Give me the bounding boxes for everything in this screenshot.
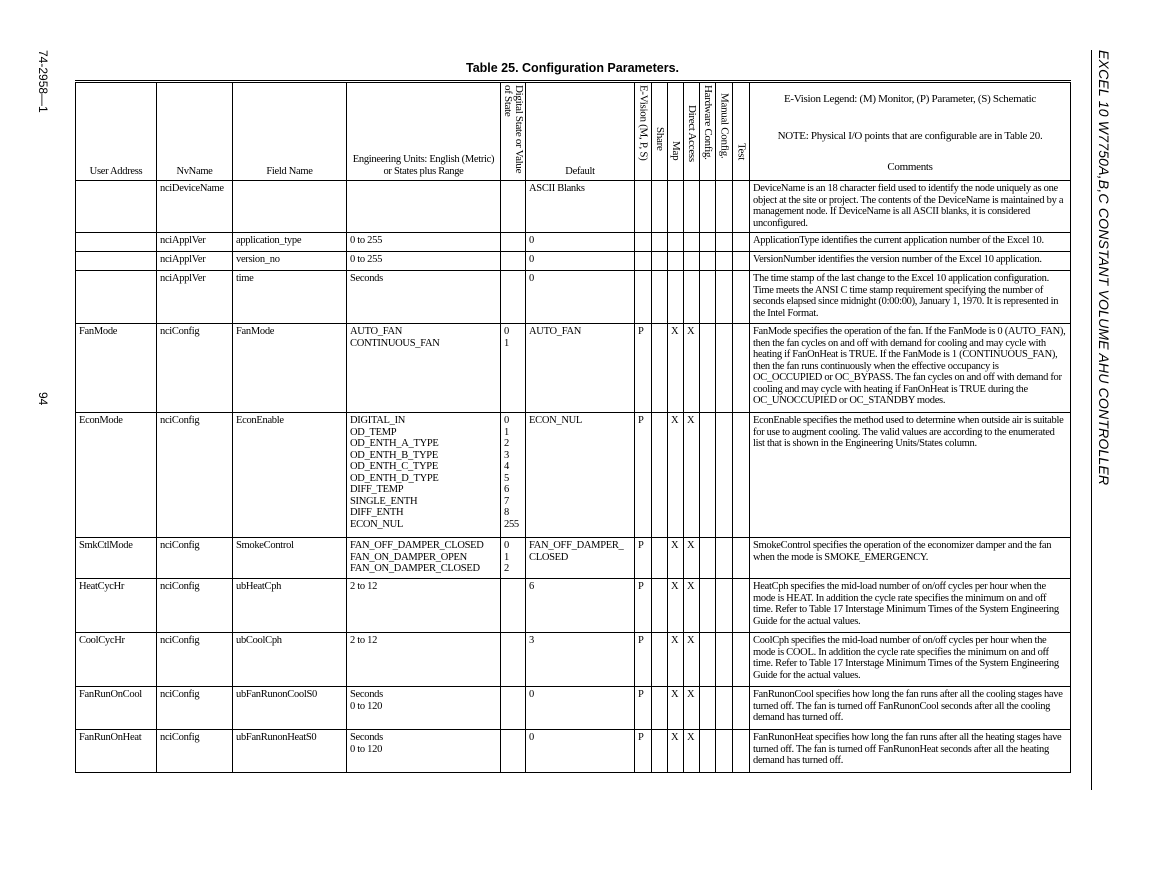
cell-share xyxy=(652,233,668,252)
cell-manual-config xyxy=(716,252,733,271)
cell-test xyxy=(733,324,750,413)
header-comments xyxy=(750,82,1071,181)
cell-eng-units: FAN_OFF_DAMPER_CLOSED FAN_ON_DAMPER_OPEN FAN_ON_DAMPER_CLOSED xyxy=(347,538,501,579)
cell-direct-access: X xyxy=(684,687,700,730)
header-field-name: Field Name xyxy=(233,82,347,181)
cell-share xyxy=(652,579,668,633)
cell-manual-config xyxy=(716,413,733,538)
cell-comments: EconEnable specifies the method used to determine when outside air is suitable for use to augment cooling. The valid values are according to the enumerated list that is shown in the Engineering Units/States column. xyxy=(750,413,1071,538)
cell-comments: HeatCph specifies the mid-load number of on/off cycles per hour when the mode is HEAT. In addition the cycle rate specifies the minimum on and off time. Refer to Table 17 Interstage Minimum Times of the System Engineering Guide for the actual values. xyxy=(750,579,1071,633)
cell-hardware-config xyxy=(700,687,716,730)
cell-map xyxy=(668,252,684,271)
cell-direct-access: X xyxy=(684,538,700,579)
cell-evision: P xyxy=(635,730,652,773)
cell-hardware-config xyxy=(700,324,716,413)
page-number: 94 xyxy=(36,392,50,406)
evision-legend: E-Vision Legend: (M) Monitor, (P) Parameter, (S) Schematic xyxy=(783,93,1037,105)
cell-manual-config xyxy=(716,687,733,730)
cell-nv-name: nciConfig xyxy=(157,633,233,687)
cell-field-name: ubCoolCph xyxy=(233,633,347,687)
left-margin xyxy=(36,50,54,410)
cell-nv-name: nciApplVer xyxy=(157,252,233,271)
cell-field-name: ubHeatCph xyxy=(233,579,347,633)
cell-user-address: CoolCycHr xyxy=(76,633,157,687)
cell-share xyxy=(652,271,668,324)
cell-comments: DeviceName is an 18 character field used to identify the node uniquely as one object at the site or project. The contents of the DeviceName is maintained by a management node. If DeviceName is all ASCII blanks, it is considered unconfigured. xyxy=(750,181,1071,233)
cell-direct-access: X xyxy=(684,324,700,413)
cell-manual-config xyxy=(716,233,733,252)
cell-comments: FanRunonCool specifies how long the fan runs after all the cooling stages have turned off. The fan is turned off FanRunonCool seconds after all the cooling demand has turned off. xyxy=(750,687,1071,730)
cell-comments: ApplicationType identifies the current application number of the Excel 10. xyxy=(750,233,1071,252)
cell-hardware-config xyxy=(700,413,716,538)
cell-eng-units: 0 to 255 xyxy=(347,252,501,271)
cell-hardware-config xyxy=(700,252,716,271)
cell-eng-units: Seconds 0 to 120 xyxy=(347,687,501,730)
table-row xyxy=(76,730,1071,773)
cell-hardware-config xyxy=(700,271,716,324)
cell-field-name: time xyxy=(233,271,347,324)
cell-hardware-config xyxy=(700,633,716,687)
table-row xyxy=(76,633,1071,687)
cell-comments: CoolCph specifies the mid-load number of on/off cycles per hour when the mode is COOL. In addition the cycle rate specifies the minimum on and off time. Refer to Table 17 Interstage Minimum Times of the System Engineering Guide for the actual values. xyxy=(750,633,1071,687)
physical-io-note: NOTE: Physical I/O points that are configurable are in Table 20. xyxy=(777,130,1043,142)
cell-eng-units: 0 to 255 xyxy=(347,233,501,252)
cell-share xyxy=(652,730,668,773)
cell-digital-state xyxy=(501,579,526,633)
cell-test xyxy=(733,730,750,773)
header-digital-state: Digital State or Value of State xyxy=(501,82,526,181)
cell-evision: P xyxy=(635,413,652,538)
cell-hardware-config xyxy=(700,579,716,633)
cell-default: ECON_NUL xyxy=(526,413,635,538)
cell-default: 3 xyxy=(526,633,635,687)
cell-manual-config xyxy=(716,324,733,413)
cell-hardware-config xyxy=(700,538,716,579)
cell-test xyxy=(733,413,750,538)
cell-evision xyxy=(635,181,652,233)
cell-comments: The time stamp of the last change to the Excel 10 application configuration. Time meets the ANSI C time stamp requirement specifying the number of seconds elapsed since midnight (0:00:00), January 1, 1970. It is represented in the Intel Format. xyxy=(750,271,1071,324)
cell-comments: VersionNumber identifies the version number of the Excel 10 application. xyxy=(750,252,1071,271)
cell-test xyxy=(733,271,750,324)
cell-user-address: FanMode xyxy=(76,324,157,413)
cell-map: X xyxy=(668,579,684,633)
cell-map: X xyxy=(668,413,684,538)
cell-nv-name: nciApplVer xyxy=(157,233,233,252)
cell-evision xyxy=(635,252,652,271)
cell-evision: P xyxy=(635,633,652,687)
cell-test xyxy=(733,538,750,579)
cell-user-address xyxy=(76,181,157,233)
table-row xyxy=(76,271,1071,324)
cell-evision xyxy=(635,233,652,252)
cell-share xyxy=(652,181,668,233)
configuration-parameters-table xyxy=(75,80,1071,773)
cell-map: X xyxy=(668,633,684,687)
cell-user-address: EconMode xyxy=(76,413,157,538)
cell-default: 0 xyxy=(526,271,635,324)
cell-digital-state xyxy=(501,633,526,687)
cell-manual-config xyxy=(716,633,733,687)
header-share: Share xyxy=(652,82,668,181)
cell-field-name xyxy=(233,181,347,233)
cell-eng-units: 2 to 12 xyxy=(347,633,501,687)
cell-share xyxy=(652,633,668,687)
cell-user-address xyxy=(76,271,157,324)
cell-digital-state: 0 1 2 3 4 5 6 7 8 255 xyxy=(501,413,526,538)
cell-user-address: HeatCycHr xyxy=(76,579,157,633)
cell-nv-name: nciConfig xyxy=(157,579,233,633)
cell-user-address xyxy=(76,233,157,252)
cell-field-name: application_type xyxy=(233,233,347,252)
cell-test xyxy=(733,687,750,730)
cell-direct-access: X xyxy=(684,633,700,687)
cell-share xyxy=(652,252,668,271)
table-row xyxy=(76,233,1071,252)
cell-eng-units xyxy=(347,181,501,233)
header-nv-name: NvName xyxy=(157,82,233,181)
cell-eng-units: AUTO_FAN CONTINUOUS_FAN xyxy=(347,324,501,413)
cell-nv-name: nciDeviceName xyxy=(157,181,233,233)
cell-default: 0 xyxy=(526,233,635,252)
cell-evision: P xyxy=(635,538,652,579)
cell-nv-name: nciConfig xyxy=(157,413,233,538)
cell-field-name: version_no xyxy=(233,252,347,271)
running-title: EXCEL 10 W7750A,B,C CONSTANT VOLUME AHU CONTROLLER xyxy=(1096,50,1112,486)
cell-map: X xyxy=(668,687,684,730)
cell-map: X xyxy=(668,324,684,413)
cell-default: FAN_OFF_DAMPER_ CLOSED xyxy=(526,538,635,579)
cell-direct-access xyxy=(684,233,700,252)
cell-manual-config xyxy=(716,730,733,773)
cell-test xyxy=(733,181,750,233)
header-user-address: User Address xyxy=(76,82,157,181)
cell-direct-access: X xyxy=(684,413,700,538)
table-row xyxy=(76,579,1071,633)
cell-test xyxy=(733,252,750,271)
cell-digital-state xyxy=(501,271,526,324)
cell-direct-access xyxy=(684,271,700,324)
cell-default: 0 xyxy=(526,687,635,730)
cell-map xyxy=(668,271,684,324)
cell-digital-state xyxy=(501,730,526,773)
cell-direct-access: X xyxy=(684,730,700,773)
cell-nv-name: nciApplVer xyxy=(157,271,233,324)
cell-digital-state xyxy=(501,252,526,271)
cell-digital-state: 0 1 2 xyxy=(501,538,526,579)
cell-default: 6 xyxy=(526,579,635,633)
cell-map xyxy=(668,233,684,252)
cell-evision: P xyxy=(635,687,652,730)
running-header xyxy=(1091,50,1116,790)
cell-digital-state xyxy=(501,687,526,730)
cell-evision: P xyxy=(635,579,652,633)
header-direct-access: Direct Access xyxy=(684,82,700,181)
cell-test xyxy=(733,579,750,633)
cell-digital-state xyxy=(501,181,526,233)
cell-share xyxy=(652,413,668,538)
cell-hardware-config xyxy=(700,181,716,233)
header-default: Default xyxy=(526,82,635,181)
cell-user-address: FanRunOnHeat xyxy=(76,730,157,773)
cell-evision: P xyxy=(635,324,652,413)
cell-comments: SmokeControl specifies the operation of the economizer damper and the fan when the mode is SMOKE_EMERGENCY. xyxy=(750,538,1071,579)
header-map: Map xyxy=(668,82,684,181)
header-engineering-units: Engineering Units: English (Metric) or States plus Range xyxy=(347,82,501,181)
cell-share xyxy=(652,324,668,413)
cell-user-address xyxy=(76,252,157,271)
cell-direct-access: X xyxy=(684,579,700,633)
cell-field-name: FanMode xyxy=(233,324,347,413)
header-row xyxy=(76,82,1071,181)
cell-eng-units: 2 to 12 xyxy=(347,579,501,633)
comments-label: Comments xyxy=(887,161,933,173)
cell-default: 0 xyxy=(526,252,635,271)
cell-user-address: SmkCtlMode xyxy=(76,538,157,579)
table-row xyxy=(76,324,1071,413)
cell-default: AUTO_FAN xyxy=(526,324,635,413)
cell-manual-config xyxy=(716,579,733,633)
cell-map: X xyxy=(668,730,684,773)
table-row xyxy=(76,413,1071,538)
table-title: Table 25. Configuration Parameters. xyxy=(465,61,680,75)
cell-comments: FanRunonHeat specifies how long the fan runs after all the heating stages have turned off. The fan is turned off FanRunonHeat seconds after all the heating demand has turned off. xyxy=(750,730,1071,773)
header-hardware-config: Hardware Config. xyxy=(700,82,716,181)
cell-eng-units: DIGITAL_IN OD_TEMP OD_ENTH_A_TYPE OD_ENTH_B_TYPE OD_ENTH_C_TYPE OD_ENTH_D_TYPE DIFF_TEMP SINGLE_ENTH DIFF_ENTH ECON_NUL xyxy=(347,413,501,538)
cell-manual-config xyxy=(716,538,733,579)
cell-field-name: ubFanRunonCoolS0 xyxy=(233,687,347,730)
table-row xyxy=(76,687,1071,730)
cell-manual-config xyxy=(716,181,733,233)
document-number: 74-2958—1 xyxy=(36,50,50,113)
cell-eng-units: Seconds 0 to 120 xyxy=(347,730,501,773)
cell-user-address: FanRunOnCool xyxy=(76,687,157,730)
header-evision: E-Vision (M, P, S) xyxy=(635,82,652,181)
cell-field-name: ubFanRunonHeatS0 xyxy=(233,730,347,773)
cell-field-name: SmokeControl xyxy=(233,538,347,579)
table-row xyxy=(76,538,1071,579)
cell-direct-access xyxy=(684,252,700,271)
table-row xyxy=(76,181,1071,233)
cell-nv-name: nciConfig xyxy=(157,324,233,413)
cell-share xyxy=(652,687,668,730)
cell-default: 0 xyxy=(526,730,635,773)
cell-nv-name: nciConfig xyxy=(157,730,233,773)
cell-test xyxy=(733,233,750,252)
cell-field-name: EconEnable xyxy=(233,413,347,538)
cell-map: X xyxy=(668,538,684,579)
cell-nv-name: nciConfig xyxy=(157,687,233,730)
cell-digital-state: 0 1 xyxy=(501,324,526,413)
header-manual-config: Manual Config. xyxy=(716,82,733,181)
cell-hardware-config xyxy=(700,730,716,773)
cell-test xyxy=(733,633,750,687)
cell-hardware-config xyxy=(700,233,716,252)
cell-digital-state xyxy=(501,233,526,252)
header-test: Test xyxy=(733,82,750,181)
cell-default: ASCII Blanks xyxy=(526,181,635,233)
cell-share xyxy=(652,538,668,579)
cell-eng-units: Seconds xyxy=(347,271,501,324)
cell-map xyxy=(668,181,684,233)
cell-nv-name: nciConfig xyxy=(157,538,233,579)
table-row xyxy=(76,252,1071,271)
cell-comments: FanMode specifies the operation of the fan. If the FanMode is 0 (AUTO_FAN), then the fan cycles on and off with demand for cooling and may cycle with heating if FanOnHeat is TRUE. If the FanMode is 1 (CONTINUOUS_FAN), then the fan runs continuously when the effective occupancy is OC_OCCUPIED or OC_BYPASS. The fan cycles on and off with demand for cooling and may cycle with heating if FanOnHeat is TRUE during the OC_UNOCCUPIED or OC_STANDBY modes. xyxy=(750,324,1071,413)
cell-evision xyxy=(635,271,652,324)
cell-direct-access xyxy=(684,181,700,233)
cell-manual-config xyxy=(716,271,733,324)
